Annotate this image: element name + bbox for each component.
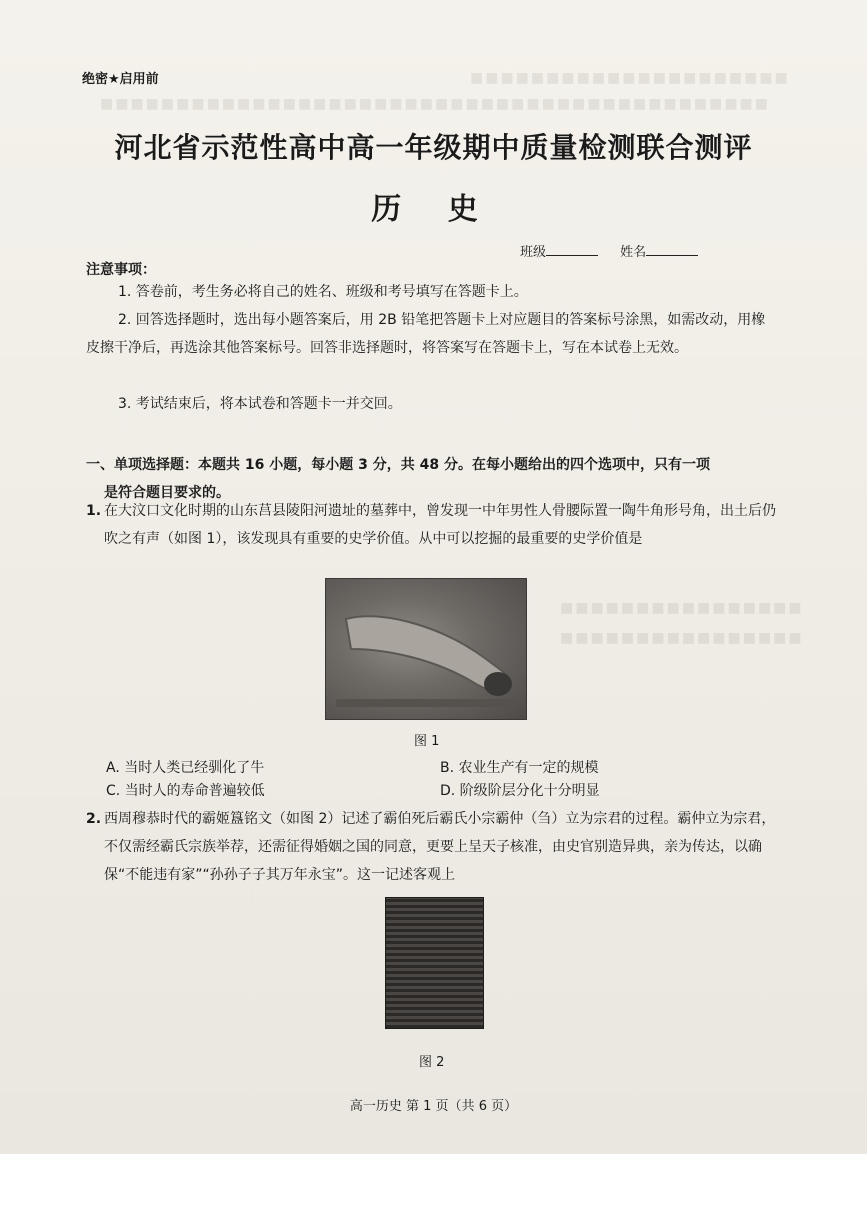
figure-1-horn-photo (325, 578, 527, 720)
notice-heading: 注意事项： (86, 262, 156, 278)
name-blank (646, 241, 698, 256)
option-c: C. 当时人的寿命普遍较低 (106, 783, 265, 799)
notice-item-3: 3. 考试结束后，将本试卷和答题卡一并交回。 (118, 396, 402, 412)
option-a: A. 当时人类已经驯化了牛 (106, 760, 265, 776)
class-label: 班级 (520, 245, 547, 260)
bleed-through-text: ■■■■■■■■■■■■■■■■ (560, 600, 804, 616)
notice-item-2: 2. 回答选择题时，选出每小题答案后，用 2B 铅笔把答题卡上对应题目的答案标号涂黑，如需改动，用橡皮擦干净后，再选涂其他答案标号。回答非选择题时，将答案写在答题卡上，写在本试卷上无效。 (86, 312, 766, 356)
section-1-line-2: 是符合题目要求的。 (104, 485, 230, 501)
question-1-number: 1. (86, 503, 102, 519)
bottom-margin (0, 1154, 867, 1227)
class-name-line (520, 241, 716, 260)
question-2 (86, 805, 776, 889)
bleed-through-text: ■■■■■■■■■■■■■■■■■■■■■ (470, 70, 790, 86)
option-d: D. 阶级阶层分化十分明显 (440, 783, 600, 799)
page-footer: 高一历史 第 1 页（共 6 页） (349, 1099, 518, 1114)
name-label: 姓名 (620, 245, 647, 260)
secret-mark: 绝密★启用前 (82, 72, 159, 87)
notice-item-1: 1. 答卷前，考生务必将自己的姓名、班级和考号填写在答题卡上。 (118, 284, 528, 300)
bleed-through-text: ■■■■■■■■■■■■■■■■ (560, 630, 804, 646)
exam-title: 河北省示范性高中高一年级期中质量检测联合测评 (114, 131, 753, 164)
figure-2-inscription-photo (385, 897, 484, 1029)
subject-title: 历 史 (371, 192, 496, 227)
question-1 (86, 497, 776, 553)
bleed-through-text: ■■■■■■■■■■■■■■■■■■■■■■■■■■■■■■■■■■■■■■■■■■■■ (100, 96, 771, 112)
section-1-line-1: 一、单项选择题：本题共 16 小题，每小题 3 分，共 48 分。在每小题给出的四个选项中，只有一项 (86, 457, 710, 473)
question-2-text: 西周穆恭时代的霸姬簋铭文（如图 2）记述了霸伯死后霸氏小宗霸仲（刍）立为宗君的过程。霸仲立为宗君，不仅需经霸氏宗族举荐，还需征得婚姻之国的同意，更要上呈天子核准，由史官别造异典，亲为传达，以确保“不能违有家”“孙孙子子其万年永宝”。这一记述客观上 (104, 811, 776, 883)
figure-1-caption: 图 1 (414, 734, 440, 749)
class-blank (546, 241, 598, 256)
option-b: B. 农业生产有一定的规模 (440, 760, 599, 776)
question-2-number: 2. (86, 811, 102, 827)
figure-2-caption: 图 2 (419, 1055, 445, 1070)
question-1-text: 在大汶口文化时期的山东莒县陵阳河遗址的墓葬中，曾发现一中年男性人骨腰际置一陶牛角形号角，出土后仍吹之有声（如图 1），该发现具有重要的史学价值。从中可以挖掘的最重要的史学价值是 (104, 503, 776, 547)
horn-image (326, 579, 526, 719)
